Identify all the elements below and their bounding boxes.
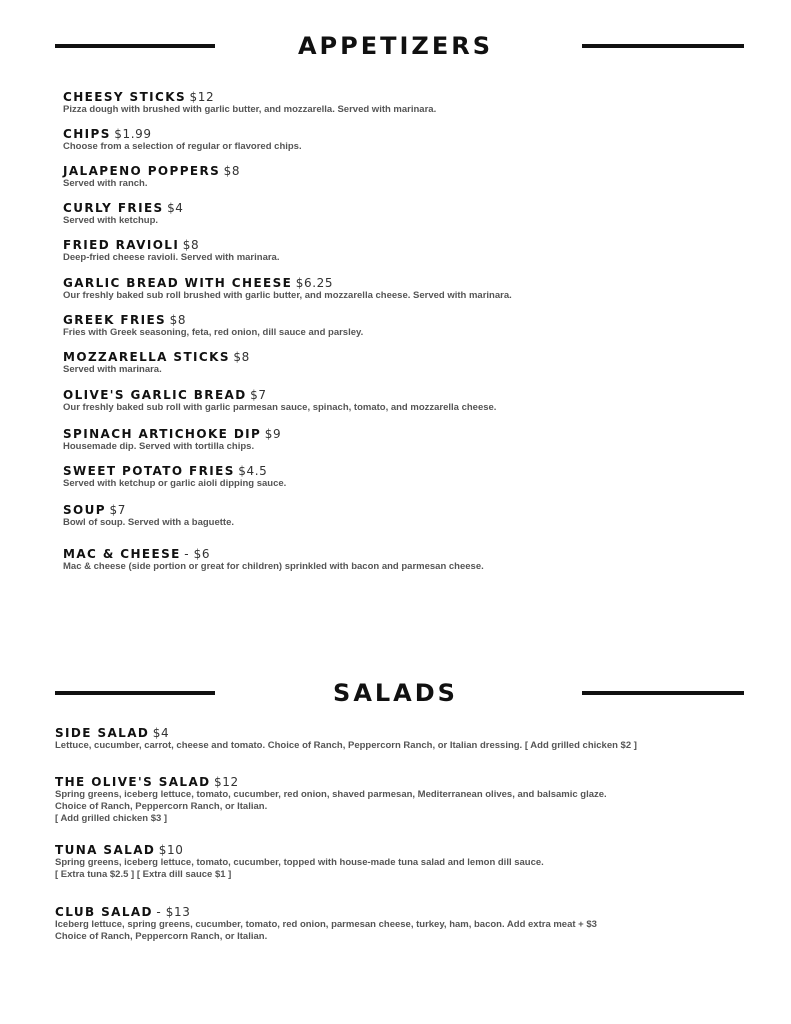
menu-item-price: $10 bbox=[158, 843, 184, 857]
menu-item-description: Bowl of soup. Served with a baguette. bbox=[63, 517, 235, 528]
menu-item-description: Deep-fried cheese ravioli. Served with marinara. bbox=[63, 252, 280, 263]
menu-item-name: SWEET POTATO FRIES bbox=[63, 464, 235, 478]
menu-item-name: SIDE SALAD bbox=[55, 726, 150, 740]
menu-item-description: Our freshly baked sub roll with garlic parmesan sauce, spinach, tomato, and mozzarella cheese. bbox=[63, 402, 497, 413]
appetizers-header bbox=[0, 26, 791, 66]
menu-item-description: Served with ranch. bbox=[63, 178, 148, 189]
menu-item-price: $8 bbox=[182, 238, 200, 252]
menu-item-description: Fries with Greek seasoning, feta, red onion, dill sauce and parsley. bbox=[63, 327, 364, 338]
menu-item-description: [ Add grilled chicken $3 ] bbox=[55, 813, 168, 824]
menu-item-heading bbox=[63, 350, 763, 364]
salads-header bbox=[0, 673, 791, 713]
menu-item-heading bbox=[63, 127, 763, 141]
menu-item-description: [ Extra tuna $2.5 ] [ Extra dill sauce $1 ] bbox=[55, 869, 232, 880]
menu-item bbox=[63, 427, 763, 453]
menu-item-price: $8 bbox=[169, 313, 187, 327]
header-rule-right bbox=[582, 691, 744, 695]
menu-item-name: GREEK FRIES bbox=[63, 313, 167, 327]
menu-item-price: $8 bbox=[223, 164, 241, 178]
menu-item-heading bbox=[63, 388, 763, 402]
menu-item bbox=[63, 388, 763, 414]
menu-item-name: CURLY FRIES bbox=[63, 201, 164, 215]
menu-item-name: CLUB SALAD bbox=[55, 905, 153, 919]
menu-item-description: Iceberg lettuce, spring greens, cucumber, tomato, red onion, parmesan cheese, turkey, ham, bacon. Add extra meat + $3 bbox=[55, 919, 597, 930]
menu-item bbox=[55, 775, 755, 825]
menu-item bbox=[55, 905, 755, 943]
menu-item bbox=[63, 503, 763, 529]
menu-item-name: THE OLIVE'S SALAD bbox=[55, 775, 211, 789]
menu-item-heading bbox=[63, 464, 763, 478]
menu-item bbox=[63, 90, 763, 116]
menu-item-description: Lettuce, cucumber, carrot, cheese and tomato. Choice of Ranch, Peppercorn Ranch, or Italian dressing. [ Add grilled chicken $2 ] bbox=[55, 740, 637, 751]
menu-item bbox=[63, 464, 763, 490]
menu-item-description: Spring greens, iceberg lettuce, tomato, cucumber, topped with house-made tuna salad and lemon dill sauce. bbox=[55, 857, 544, 868]
menu-item-name: CHIPS bbox=[63, 127, 111, 141]
menu-item-price: $6.25 bbox=[295, 276, 334, 290]
menu-item-name: MAC & CHEESE bbox=[63, 547, 181, 561]
menu-item-heading bbox=[63, 201, 763, 215]
menu-item-heading bbox=[55, 843, 755, 857]
menu-item-price: $4 bbox=[152, 726, 170, 740]
menu-item-name: FRIED RAVIOLI bbox=[63, 238, 180, 252]
menu-item-description: Served with marinara. bbox=[63, 364, 162, 375]
menu-item-name: JALAPENO POPPERS bbox=[63, 164, 221, 178]
menu-item-heading bbox=[55, 726, 755, 740]
menu-item bbox=[63, 127, 763, 153]
menu-item-heading bbox=[63, 90, 763, 104]
menu-item-heading bbox=[63, 547, 763, 561]
menu-item-heading bbox=[63, 427, 763, 441]
menu-item-price: $9 bbox=[264, 427, 282, 441]
menu-item-price: $4.5 bbox=[238, 464, 268, 478]
menu-item-price: - $13 bbox=[156, 905, 191, 919]
menu-item-description: Served with ketchup or garlic aioli dipping sauce. bbox=[63, 478, 287, 489]
menu-item bbox=[63, 238, 763, 264]
menu-item bbox=[63, 313, 763, 339]
menu-item-price: $1.99 bbox=[114, 127, 152, 141]
menu-item-description: Choice of Ranch, Peppercorn Ranch, or Italian. bbox=[55, 801, 268, 812]
menu-item bbox=[63, 547, 763, 573]
menu-item-price: $12 bbox=[189, 90, 215, 104]
header-rule-right bbox=[582, 44, 744, 48]
menu-item-heading bbox=[63, 238, 763, 252]
appetizers-title: APPETIZERS bbox=[297, 32, 493, 60]
menu-item-description: Pizza dough with brushed with garlic butter, and mozzarella. Served with marinara. bbox=[63, 104, 437, 115]
menu-item-heading bbox=[55, 775, 755, 789]
menu-item-description: Housemade dip. Served with tortilla chips. bbox=[63, 441, 255, 452]
menu-item-description: Choose from a selection of regular or flavored chips. bbox=[63, 141, 302, 152]
menu-item-name: TUNA SALAD bbox=[55, 843, 156, 857]
menu-item-heading bbox=[63, 276, 763, 290]
menu-item-description: Our freshly baked sub roll brushed with garlic butter, and mozzarella cheese. Served with marinara. bbox=[63, 290, 512, 301]
menu-item bbox=[63, 164, 763, 190]
menu-item bbox=[55, 726, 755, 752]
menu-item bbox=[63, 201, 763, 227]
menu-item-name: MOZZARELLA STICKS bbox=[63, 350, 230, 364]
menu-item-price: $7 bbox=[109, 503, 126, 517]
menu-item-price: - $6 bbox=[184, 547, 211, 561]
menu-item-heading bbox=[63, 503, 763, 517]
menu-item-name: SPINACH ARTICHOKE DIP bbox=[63, 427, 262, 441]
menu-item bbox=[55, 843, 755, 881]
menu-item-description: Choice of Ranch, Peppercorn Ranch, or Italian. bbox=[55, 931, 268, 942]
menu-item-heading bbox=[63, 164, 763, 178]
menu-item bbox=[63, 350, 763, 376]
menu-item-description: Served with ketchup. bbox=[63, 215, 159, 226]
menu-item-name: SOUP bbox=[63, 503, 106, 517]
menu-item-name: CHEESY STICKS bbox=[63, 90, 186, 104]
menu-item-heading bbox=[55, 905, 755, 919]
menu-item-description: Mac & cheese (side portion or great for children) sprinkled with bacon and parmesan cheese. bbox=[63, 561, 484, 572]
menu-item-name: GARLIC BREAD WITH CHEESE bbox=[63, 276, 293, 290]
menu-item-description: Spring greens, iceberg lettuce, tomato, cucumber, red onion, shaved parmesan, Mediterranean olives, and balsamic glaze. bbox=[55, 789, 607, 800]
menu-item-price: $7 bbox=[250, 388, 267, 402]
salads-title: SALADS bbox=[333, 679, 458, 707]
menu-item bbox=[63, 276, 763, 302]
menu-item-name: OLIVE'S GARLIC BREAD bbox=[63, 388, 247, 402]
menu-item-price: $12 bbox=[214, 775, 239, 789]
menu-item-price: $4 bbox=[167, 201, 184, 215]
menu-item-heading bbox=[63, 313, 763, 327]
menu-item-price: $8 bbox=[233, 350, 250, 364]
